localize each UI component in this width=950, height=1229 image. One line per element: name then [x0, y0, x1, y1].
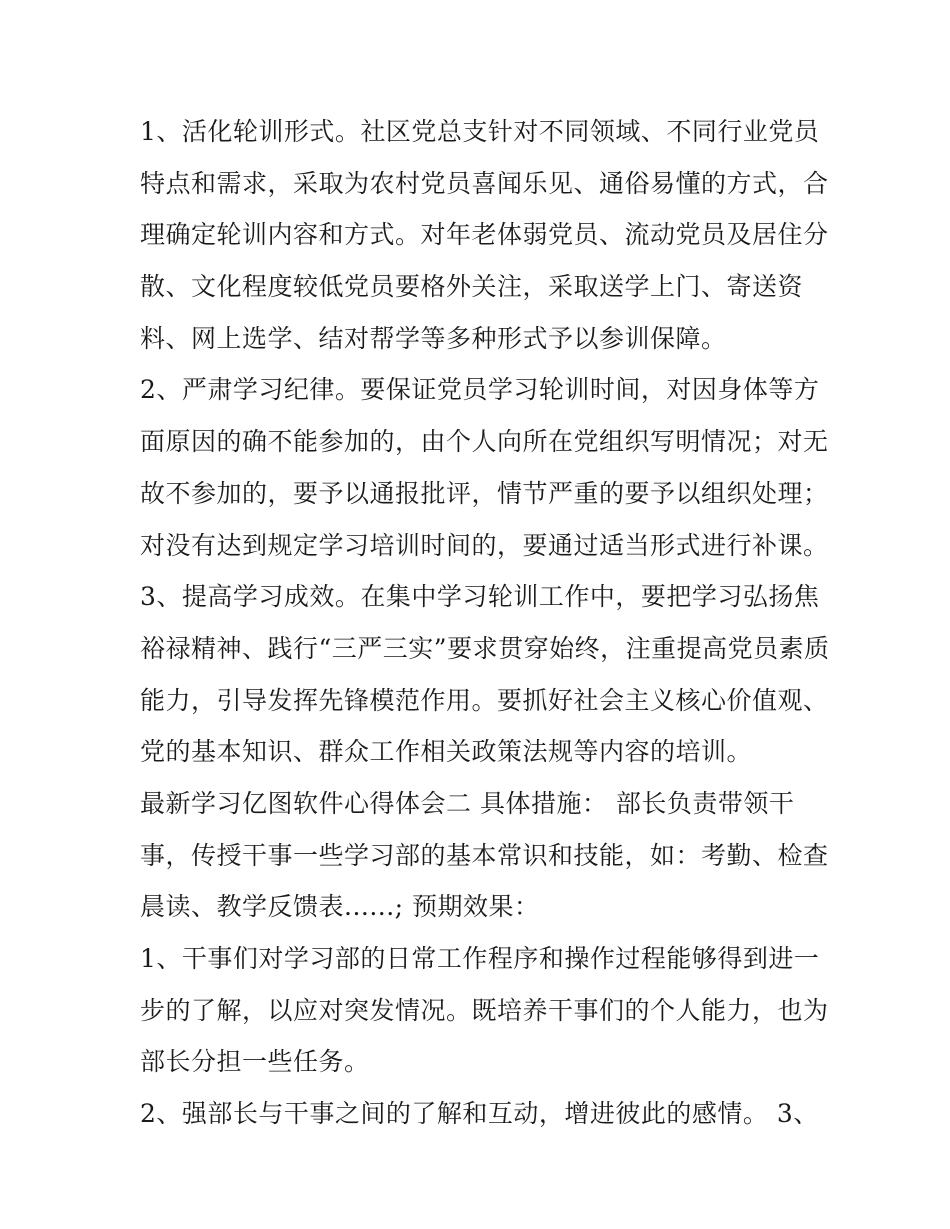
text-line: 料、网上选学、结对帮学等多种形式予以参训保障。: [140, 323, 727, 353]
text-line: 步的了解，以应对突发情况。既培养干事们的个人能力，也为: [140, 995, 829, 1025]
text-line: 裕禄精神、践行“三严三实”要求贯穿始终，注重提高党员素质: [140, 633, 830, 663]
text-line: 故不参加的，要予以通报批评，情节严重的要予以组织处理；: [140, 478, 829, 508]
text-line: 2、强部长与干事之间的了解和互动，增进彼此的感情。 3、: [140, 1099, 819, 1129]
text-line: 面原因的确不能参加的，由个人向所在党组织写明情况；对无: [140, 427, 829, 457]
text-line: 理确定轮训内容和方式。对年老体弱党员、流动党员及居住分: [140, 220, 829, 250]
text-line: 事，传授干事一些学习部的基本常识和技能，如：考勤、检查: [140, 840, 829, 870]
text-line: 1、活化轮训形式。社区党总支针对不同领域、不同行业党员: [140, 117, 820, 146]
text-line: 1、干事们对学习部的日常工作程序和操作过程能够得到进一: [140, 944, 820, 973]
text-line: 最新学习亿图软件心得体会二 具体措施： 部长负责带领干: [140, 788, 795, 818]
text-line: 3、提高学习成效。在集中学习轮训工作中，要把学习弘扬焦: [140, 582, 820, 612]
text-line: 部长分担一些任务。: [140, 1047, 370, 1077]
text-line: 能力，引导发挥先锋模范作用。要抓好社会主义核心价值观、: [140, 685, 829, 715]
text-line: 特点和需求，采取为农村党员喜闻乐见、通俗易懂的方式，合: [140, 168, 829, 198]
text-line: 党的基本知识、群众工作相关政策法规等内容的培训。: [140, 737, 753, 767]
text-line: 散、文化程度较低党员要格外关注，采取送学上门、寄送资: [140, 272, 804, 302]
text-line: 晨读、教学反馈表......; 预期效果：: [140, 892, 540, 922]
text-line: 2、严肃学习纪律。要保证党员学习轮训时间，对因身体等方: [140, 375, 820, 405]
text-line: 对没有达到规定学习培训时间的，要通过适当形式进行补课。: [140, 530, 829, 560]
document-body: [140, 106, 830, 1140]
